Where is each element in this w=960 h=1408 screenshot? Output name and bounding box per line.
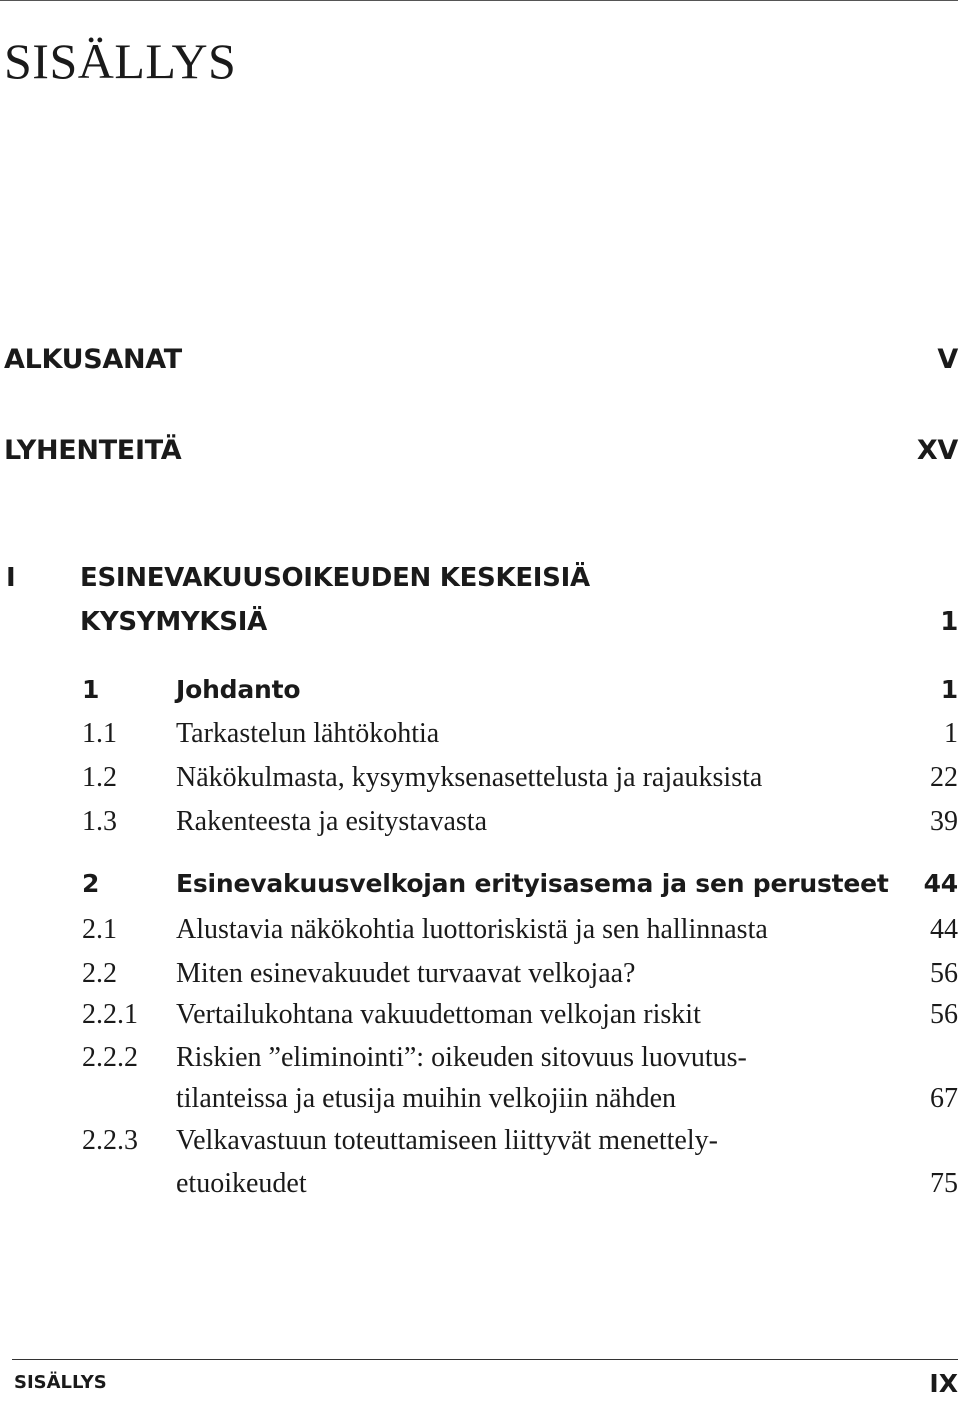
toc-section-title-line2: etuoikeudet	[176, 1168, 307, 1199]
toc-entry-page: XV	[916, 435, 958, 466]
toc-section-title: Alustavia näkökohtia luottoriskistä ja sen hallinnasta	[176, 914, 768, 945]
toc-section-number: 2.2	[82, 958, 117, 989]
toc-section-number: 1.3	[82, 806, 117, 837]
toc-chapter-number: 1	[82, 675, 100, 704]
toc-entry-page: V	[937, 344, 958, 375]
footer-rule	[12, 1359, 958, 1360]
footer-running-title: SISÄLLYS	[14, 1372, 107, 1393]
toc-chapter-page: 44	[923, 869, 958, 898]
toc-section-title: Vertailukohtana vakuudettoman velkojan riskit	[176, 999, 701, 1030]
toc-section-title-line2: tilanteissa ja etusija muihin velkojiin nähden	[176, 1083, 677, 1114]
toc-part-title-line2: KYSYMYKSIÄ	[80, 607, 267, 637]
toc-section-page: 67	[930, 1083, 958, 1114]
toc-section-title: Rakenteesta ja esitystavasta	[176, 806, 487, 837]
toc-part-title-line1: ESINEVAKUUSOIKEUDEN KESKEISIÄ	[80, 563, 590, 593]
toc-section-title: Tarkastelun lähtökohtia	[176, 718, 440, 749]
toc-section-number: 2.2.1	[82, 999, 138, 1030]
toc-section-page: 56	[930, 999, 958, 1030]
toc-part-page: 1	[940, 607, 958, 637]
toc-section-number: 1.1	[82, 718, 117, 749]
toc-section-title-line1: Velkavastuun toteuttamiseen liittyvät menettely-	[176, 1125, 718, 1156]
toc-chapter-number: 2	[82, 869, 100, 898]
page-title: SISÄLLYS	[4, 33, 237, 89]
toc-section-page: 56	[930, 958, 958, 989]
toc-entry-title: ALKUSANAT	[4, 344, 182, 375]
toc-section-page: 22	[930, 762, 958, 793]
top-rule	[0, 0, 958, 1]
toc-chapter-page: 1	[940, 675, 958, 704]
toc-entry-title: LYHENTEITÄ	[4, 435, 182, 466]
toc-chapter-title: Esinevakuusvelkojan erityisasema ja sen perusteet	[176, 869, 889, 898]
toc-section-page: 1	[944, 718, 958, 749]
toc-section-number: 2.1	[82, 914, 117, 945]
toc-section-title-line1: Riskien ”eliminointi”: oikeuden sitovuus luovutus-	[176, 1042, 747, 1073]
toc-section-page: 44	[930, 914, 958, 945]
toc-section-title: Miten esinevakuudet turvaavat velkojaa?	[176, 958, 636, 989]
toc-section-title: Näkökulmasta, kysymyksenasettelusta ja rajauksista	[176, 762, 763, 793]
toc-part-number: I	[6, 563, 16, 593]
toc-section-number: 2.2.2	[82, 1042, 138, 1073]
toc-section-page: 75	[930, 1168, 958, 1199]
toc-chapter-title: Johdanto	[176, 675, 301, 704]
footer-page-number: IX	[929, 1369, 958, 1398]
toc-section-page: 39	[930, 806, 958, 837]
toc-section-number: 2.2.3	[82, 1125, 138, 1156]
toc-section-number: 1.2	[82, 762, 117, 793]
